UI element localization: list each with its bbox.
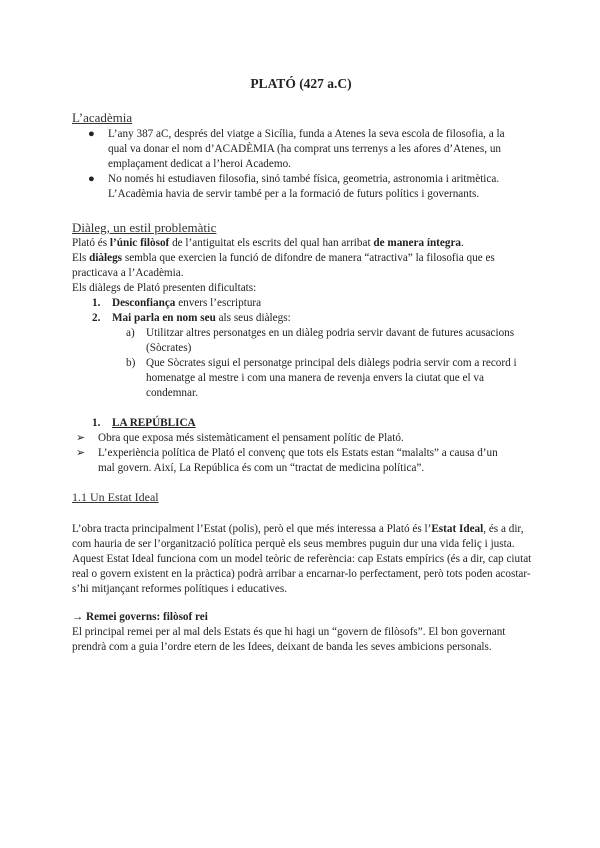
item-letter: b) xyxy=(126,357,136,369)
heading-text: LA REPÚBLICA xyxy=(112,417,196,429)
arrow-bullet-icon: ➢ xyxy=(76,432,86,444)
text: , és a dir, com hauria de ser l’organització política perquè els seus membres puguin dur una vida feliç i justa. Aquest Estat Ideal funciona com un model teòric de referència: cap Estats empírics (és a dir, cap ciutat real o govern existent en la pràctica) podrà arribar a encarnar-lo perfectament, però tots poden acostar-s’hi mitjançant reformes polítiques i educatives. xyxy=(72,523,532,595)
list-item xyxy=(76,431,516,446)
sub-item xyxy=(126,326,526,356)
list-item xyxy=(76,446,516,476)
item-number: 2. xyxy=(92,312,101,324)
text: als seus diàlegs: xyxy=(215,312,291,324)
paragraph: El principal remei per al mal dels Estats és que hi hagi un “govern de filòsofs”. El bon governant prendrà com a guia l’ordre etern de les Idees, deixant de banda les seves ambicions personals. xyxy=(72,626,506,653)
list-item-text: L’experiència política de Plató el convenç que tots els Estats estan “malalts” a causa d’un mal govern. Així, La República és com un “tractat de medicina política”. xyxy=(98,447,498,474)
section-heading-estat-ideal: 1.1 Un Estat Ideal xyxy=(72,490,159,504)
text: sembla que exercien la funció de difondre de manera “atractiva” la filosofia que es practicava a l’Acadèmia. xyxy=(72,252,495,279)
bold-text: l’únic filòsof xyxy=(109,237,170,249)
section-heading-republica xyxy=(92,416,512,431)
bold-text: Estat Ideal xyxy=(431,523,484,535)
arrow-bullet-icon: ➢ xyxy=(76,447,86,459)
document-title: PLATÓ (427 a.C) xyxy=(250,76,352,91)
list-item-text: L’any 387 aC, després del viatge a Sicília, funda a Atenes la seva escola de filosofia, a la qual va donar el nom d’ACADÈMIA (ha comprat uns terrenys a les afores d’Atenes, un emplaçament dedicat a l’heroi Academo. xyxy=(108,128,505,170)
paragraph xyxy=(72,251,532,281)
bold-text: de manera íntegra xyxy=(373,237,462,249)
list-item xyxy=(88,172,518,202)
text: de l’antiguitat els escrits del qual han arribat xyxy=(169,237,374,249)
paragraph: Els diàlegs de Plató presenten dificultats: xyxy=(72,282,257,294)
sub-item xyxy=(126,356,526,401)
text: . xyxy=(461,237,464,249)
item-number: 1. xyxy=(92,417,101,429)
item-number: 1. xyxy=(92,297,101,309)
paragraph xyxy=(72,236,532,251)
bold-text: Mai parla en nom seu xyxy=(112,312,216,324)
list-item xyxy=(88,127,518,172)
bold-text: diàlegs xyxy=(89,252,123,264)
section-heading-dialeg: Diàleg, un estil problemàtic xyxy=(72,220,217,235)
bullet-icon: ● xyxy=(88,128,95,140)
text: Plató és xyxy=(72,237,110,249)
section-heading-remei: → Remei governs: filòsof rei xyxy=(72,611,208,623)
bullet-icon: ● xyxy=(88,173,95,185)
text: L’obra tracta principalment l’Estat (polis), però el que més interessa a Plató és l’ xyxy=(72,523,432,535)
list-item-text: No només hi estudiaven filosofia, sinó també física, geometria, astronomia i aritmètica. L’Acadèmia havia de servir també per a la formació de futurs polítics i governants. xyxy=(108,173,500,200)
item-letter: a) xyxy=(126,327,135,339)
numbered-item xyxy=(92,296,512,311)
list-item-text: Obra que exposa més sistemàticament el pensament polític de Plató. xyxy=(98,432,404,444)
text: envers l’escriptura xyxy=(175,297,262,309)
sub-item-text: Que Sòcrates sigui el personatge principal dels diàlegs podria servir com a record i homenatge al mestre i com una manera de revenja envers la ciutat que el va condemnar. xyxy=(146,357,517,399)
bold-text: Desconfiança xyxy=(112,297,176,309)
numbered-item xyxy=(92,311,512,326)
section-heading-academia: L’acadèmia xyxy=(72,110,133,125)
text: Els xyxy=(72,252,90,264)
sub-item-text: Utilitzar altres personatges en un diàleg podria servir davant de futures acusacions (Sòcrates) xyxy=(146,327,515,354)
paragraph xyxy=(72,522,532,597)
